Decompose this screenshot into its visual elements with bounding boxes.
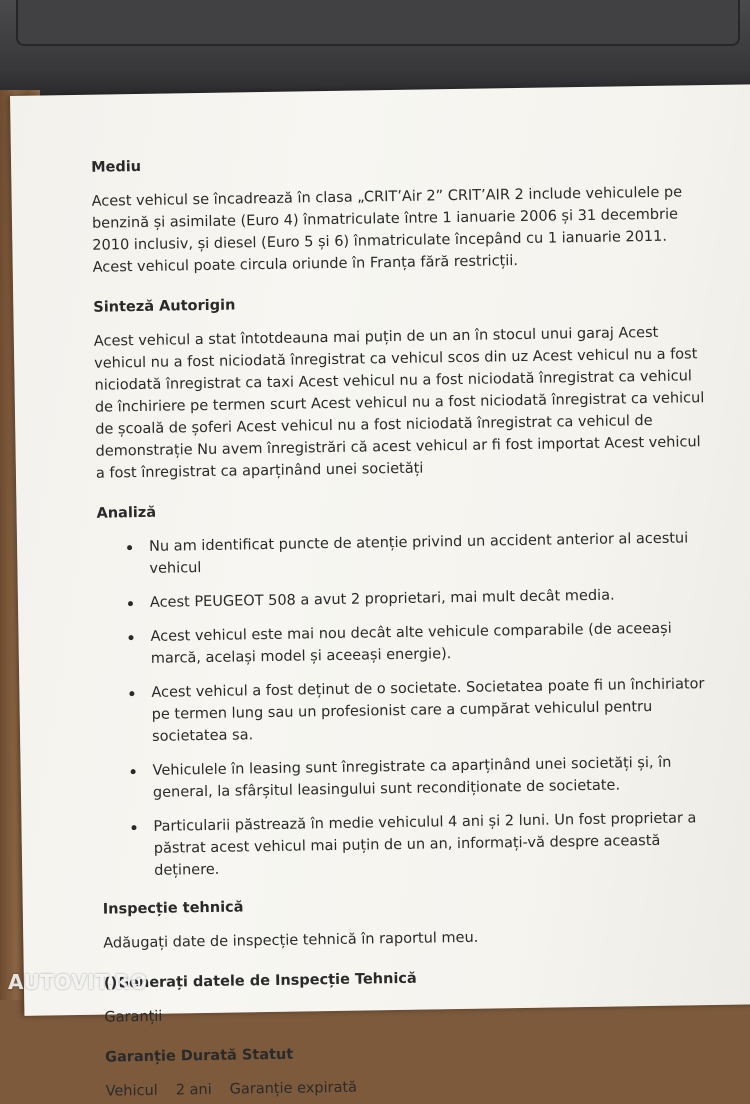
- heading-inspectie: Inspecție tehnică: [102, 899, 244, 918]
- mediu-text: Acest vehicul se încadrează în clasa „CRIT’Air 2” CRIT’AIR 2 include vehiculele pe benzină și asimilate (Euro 4) înmatriculate între 1 ianuarie 2006 și 31 decembrie 2010 inclusiv, și diesel (Euro 5 și 6) înmatriculate începând cu 1 ianuarie 2011. Acest vehicul poate circula oriunde în Franța fără restricții.: [91, 184, 683, 276]
- list-item: Acest PEUGEOT 508 a avut 2 proprietari, mai mult decât media.: [128, 583, 713, 614]
- garantii-label: Garanții: [104, 1008, 163, 1026]
- inspectie-text: Adăugați date de inspecție tehnică în raportul meu.: [103, 929, 479, 952]
- garantie-duration: 2 ani: [175, 1081, 212, 1099]
- garantie-type: Vehicul: [105, 1082, 158, 1100]
- list-item: Nu am identificat puncte de atenție privind un accident anterior al acestui vehicul: [127, 527, 713, 580]
- list-item: Acest vehicul a fost deținut de o societate. Societatea poate fi un închiriator pe termen lung sau un profesionist care a cumpărat vehiculul pentru societatea sa.: [129, 673, 715, 748]
- paper-sheet: [10, 84, 750, 1100]
- inspectie-generate: ()Generați datele de Inspecție Tehnică: [103, 970, 417, 992]
- list-item: Vehiculele în leasing sunt înregistrate ca aparținând unei societăți și, în general, la sfârșitul leasingului sunt recondiționate de societate.: [130, 751, 716, 804]
- list-item: Acest vehicul este mai nou decât alte vehicule comparabile (de aceeași marcă, același model și aceeași energie).: [128, 617, 714, 670]
- garantie-status: Garanție expirată: [229, 1079, 358, 1098]
- heading-sinteza: Sinteză Autorigin: [93, 297, 236, 316]
- list-item: Particularii păstrează în medie vehiculul 4 ani și 2 luni. Un fost proprietar a păstrat acest vehicul mai puțin de un an, informați-vă despre această deținere.: [131, 807, 717, 882]
- heading-analiza: Analiză: [96, 504, 157, 522]
- autovit-watermark: AUTOVIT.RO: [8, 970, 148, 994]
- sinteza-text: Acest vehicul a stat întotdeauna mai puțin de un an în stocul unui garaj Acest vehicul nu a fost niciodată înregistrat ca vehicul scos din uz Acest vehicul nu a fost niciodată înregistrat ca taxi Acest vehicul nu a fost niciodată înregistrat ca vehicul de închiriere pe termen scurt Acest vehicul nu a fost niciodată înregistrat ca vehicul de școală de șoferi Acest vehicul nu a fost niciodată înregistrat ca vehicul de demonstrație Nu avem înregistrări că acest vehicul ar fi fost importat Acest vehicul a fost înregistrat ca aparținând unei societăți: [93, 324, 705, 482]
- garantii-table-row: [105, 1071, 720, 1103]
- laptop-edge: [16, 0, 740, 46]
- garantii-table-header: Garanție Durată Statut: [104, 1046, 294, 1066]
- laptop-background: [0, 0, 750, 100]
- document-content: [91, 147, 721, 1103]
- analiza-list: [97, 527, 717, 883]
- heading-mediu: Mediu: [91, 158, 142, 176]
